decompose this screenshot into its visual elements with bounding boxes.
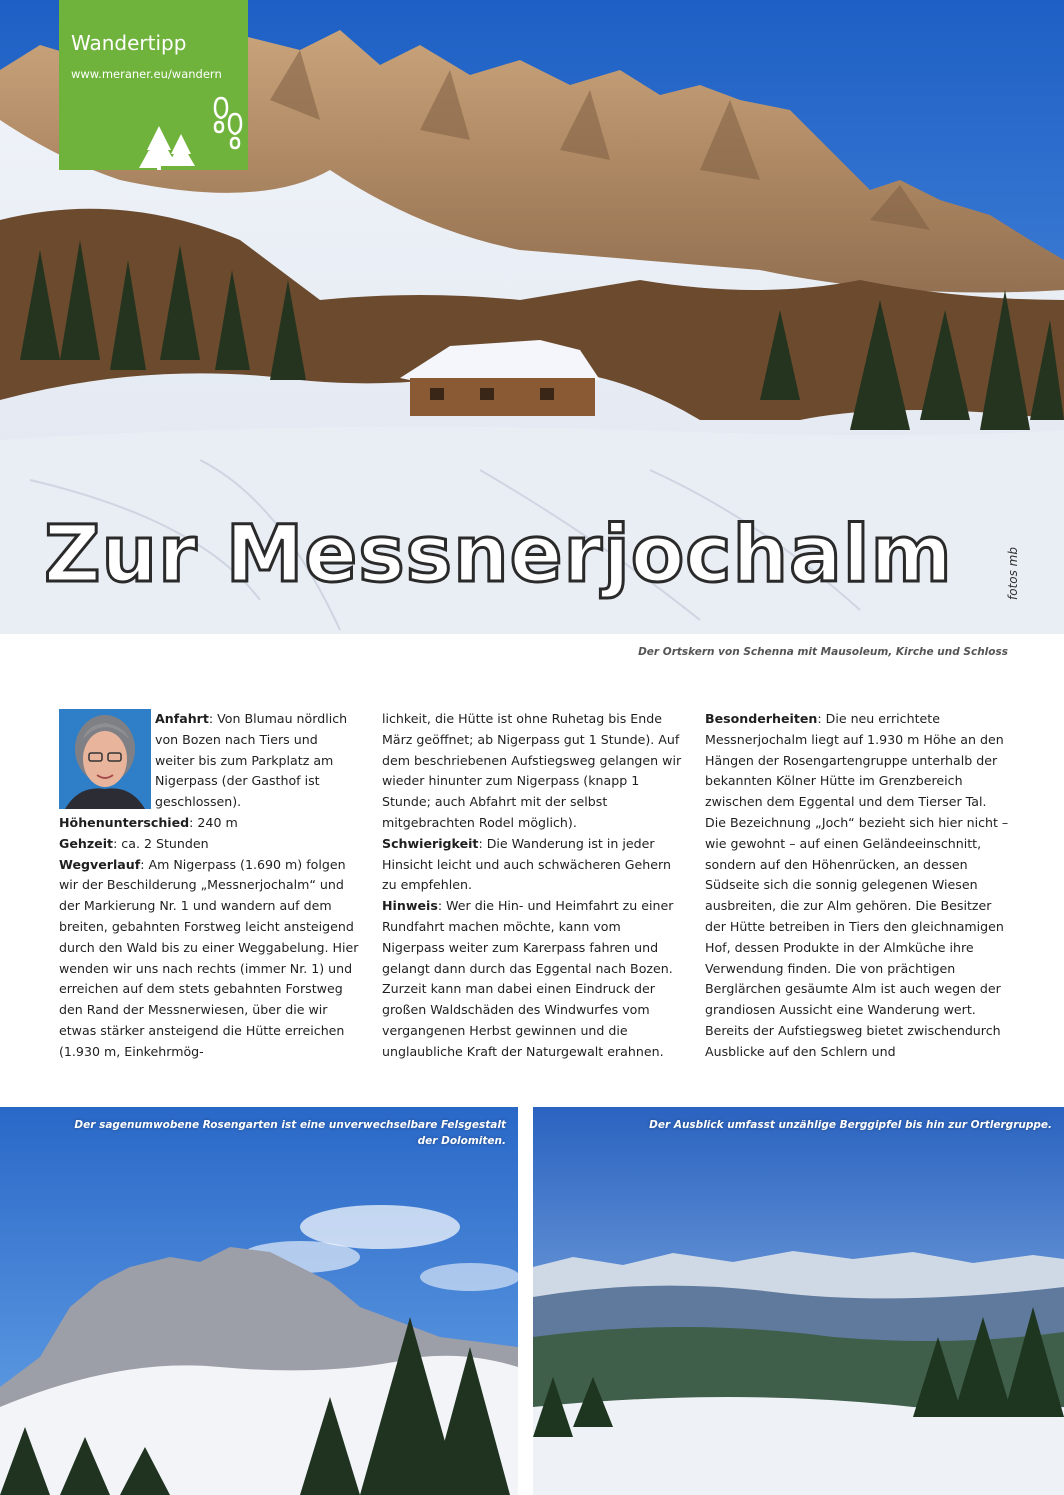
gehzeit-text: : ca. 2 Stunden: [113, 835, 209, 851]
hinweis-text: : Wer die Hin- und Heimfahrt zu einer Rundfahrt machen möchte, kann vom Nigerpass weiter zum Karerpass fahren und gelangt dann durch das Eggental nach Bozen. Zurzeit kann man dabei einen Eindruck der großen Waldschäden des Windwurfes vom vergangenen Herbst gewinnen und die unglaubliche Kraft der Naturgewalt erahnen.: [382, 898, 674, 1059]
ortler-view-illustration: [533, 1107, 1064, 1495]
anfahrt-text: : Von Blumau nördlich von Bozen nach Tiers und weiter bis zum Parkplatz am Nigerpass (der Gasthof ist geschlossen).: [155, 711, 348, 810]
rosengarten-caption: Der sagenumwobene Rosengarten ist eine unverwechselbare Felsgestalt der Dolomiten.: [74, 1119, 506, 1147]
photo-credit: fotos mb: [1006, 547, 1020, 600]
hinweis-label: Hinweis: [382, 898, 438, 914]
ortler-view-photo: [533, 1107, 1064, 1495]
ortler-view-caption: Der Ausblick umfasst unzählige Berggipfel bis hin zur Ortlergruppe.: [649, 1119, 1052, 1131]
article-column-1: [59, 709, 361, 1063]
rosengarten-photo: [0, 1107, 518, 1495]
besonderheiten-label: Besonderheiten: [705, 711, 818, 726]
hoehenunterschied-paragraph: [59, 813, 361, 834]
badge-illustration: [59, 90, 248, 170]
fir-trees-icon: [139, 126, 195, 170]
article-title: Zur Messnerjochalm: [44, 510, 953, 600]
besonderheiten-text: : Die neu errichtete Messnerjochalm liegt auf 1.930 m Höhe an den Hängen der Rosengartengruppe unterhalb der bekannten Kölner Hütte im Grenzbereich zwischen dem Eggental und dem Tierser Tal. Die Bezeichnung „Joch“ bezieht sich hier nicht – wie gewohnt – auf einen Geländeeinschnitt, sondern auf den Höhenrücken, an dessen Südseite sich die sonnig gelegenen Wiesen ausbreiten, die zur Alm gehören. Die Besitzer der Hütte betreiben in Tiers den gleichnamigen Hof, dessen Produkte in der Almküche ihre Verwendung finden. Die von prächtigen Berglärchen gesäumte Alm ist auch wegen der grandiosen Aussicht eine Wanderung wert. Bereits der Aufstiegsweg bietet zwischendurch Ausblicke auf den Schlern und: [705, 711, 1009, 1059]
schwierigkeit-paragraph: [382, 834, 684, 896]
hoehenunterschied-text: : 240 m: [189, 814, 238, 830]
author-portrait: [59, 709, 151, 809]
wegverlauf-text: : Am Nigerpass (1.690 m) folgen wir der Beschilderung „Messnerjochalm“ und der Markierung Nr. 1 und wandern auf dem breiten, gebahnten Forstweg leicht ansteigend durch den Wald bis zu einer Weggabelung. Hier wenden wir uns nach rechts (immer Nr. 1) und erreichen auf dem stets gebahnten Forstweg den Rand der Messnerwiesen, über die wir etwas stärker ansteigend die Hütte erreichen (1.930 m, Einkehrmög-: [59, 856, 359, 1059]
wegverlauf-paragraph: [59, 855, 361, 1063]
schwierigkeit-text: : Die Wanderung ist in jeder Hinsicht leicht und auch schwächeren Gehern zu empfehlen.: [382, 835, 671, 893]
hoehenunterschied-label: Höhenunterschied: [59, 814, 190, 830]
hero-caption: Der Ortskern von Schenna mit Mausoleum, Kirche und Schloss: [638, 646, 1008, 658]
wegverlauf-label: Wegverlauf: [59, 856, 141, 872]
schwierigkeit-label: Schwierigkeit: [382, 835, 479, 851]
besonderheiten-paragraph: [705, 709, 1010, 1063]
badge-url[interactable]: www.meraner.eu/wandern: [71, 67, 222, 81]
anfahrt-label: Anfahrt: [155, 711, 209, 726]
author-portrait-image: [59, 709, 151, 809]
badge-title: Wandertipp: [71, 31, 187, 55]
wegverlauf-continuation: lichkeit, die Hütte ist ohne Ruhetag bis Ende März geöffnet; ab Nigerpass gut 1 Stunde). Auf dem beschriebenen Aufstiegsweg gelangen wir wieder hinunter zum Nigerpass (knapp 1 Stunde; auch Abfahrt mit der selbst mitgebrachten Rodel möglich).: [382, 711, 682, 830]
gehzeit-paragraph: [59, 834, 361, 855]
wandertipp-badge: [59, 0, 248, 170]
rosengarten-illustration: [0, 1107, 518, 1495]
article-column-2: [382, 709, 684, 1063]
article-column-3: [705, 709, 1010, 1063]
footprints-icon: [215, 98, 241, 148]
hinweis-paragraph: [382, 896, 684, 1062]
gehzeit-label: Gehzeit: [59, 835, 114, 851]
